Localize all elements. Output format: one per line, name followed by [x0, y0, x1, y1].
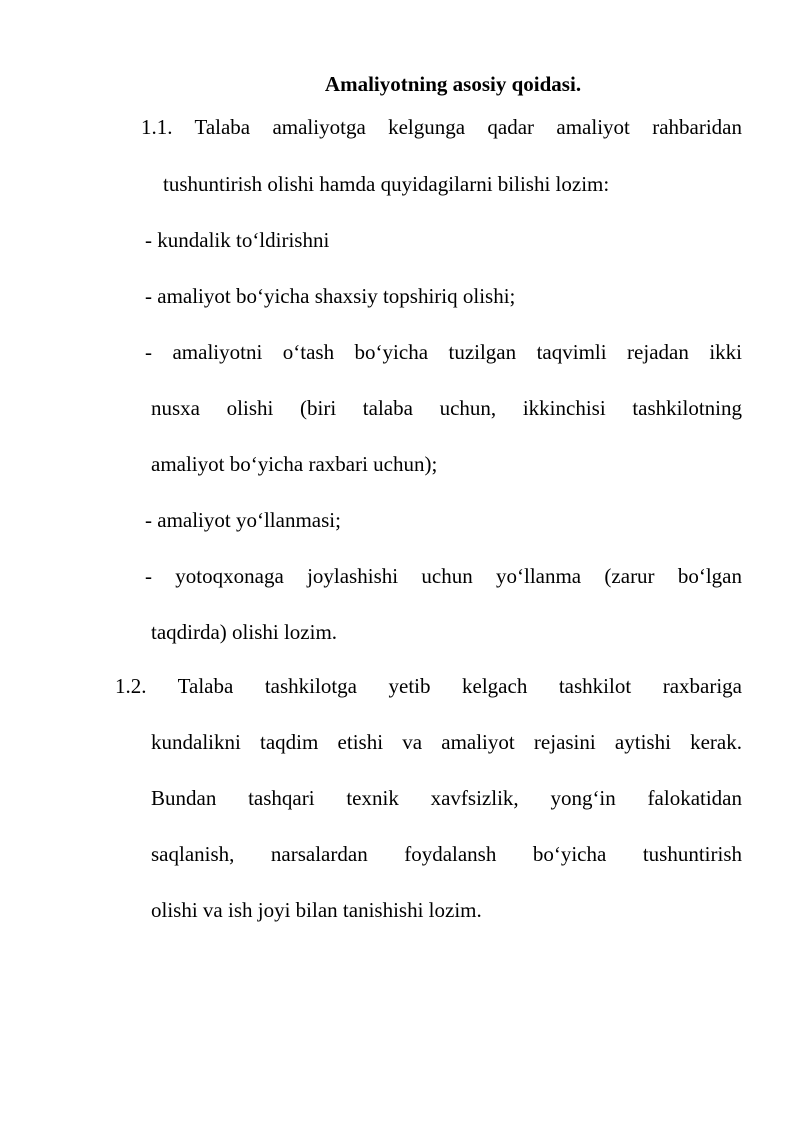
list-item-schedule-line-2: nusxa olishi (biri talaba uchun, ikkinchisi tashkilotning [151, 396, 742, 420]
list-item-referral: - amaliyot yo‘llanmasi; [145, 508, 341, 532]
section-1-2-line-3: Bundan tashqari texnik xavfsizlik, yong‘in falokatidan [151, 786, 742, 810]
section-1-1-line-2: tushuntirish olishi hamda quyidagilarni bilishi lozim: [163, 172, 610, 196]
list-item-schedule-line-3: amaliyot bo‘yicha raxbari uchun); [151, 452, 438, 476]
document-title: Amaliyotning asosiy qoidasi. [324, 72, 582, 96]
list-item-dormitory-line-2: taqdirda) olishi lozim. [151, 620, 338, 644]
section-1-1-line-1: 1.1. Talaba amaliyotga kelgunga qadar amaliyot rahbaridan [141, 115, 742, 139]
section-1-2-line-2: kundalikni taqdim etishi va amaliyot rejasini aytishi kerak. [151, 730, 742, 754]
section-1-2-line-5: olishi va ish joyi bilan tanishishi lozim. [151, 898, 482, 922]
section-1-2-line-1: 1.2. Talaba tashkilotga yetib kelgach tashkilot raxbariga [115, 674, 742, 698]
section-1-2-line-4: saqlanish, narsalardan foydalansh bo‘yicha tushuntirish [151, 842, 742, 866]
list-item-dormitory-line-1: - yotoqxonaga joylashishi uchun yo‘llanma (zarur bo‘lgan [145, 564, 742, 588]
list-item-schedule-line-1: - amaliyotni o‘tash bo‘yicha tuzilgan taqvimli rejadan ikki [145, 340, 742, 364]
list-item-diary: - kundalik to‘ldirishni [145, 228, 330, 252]
list-item-assignment: - amaliyot bo‘yicha shaxsiy topshiriq olishi; [145, 284, 516, 308]
